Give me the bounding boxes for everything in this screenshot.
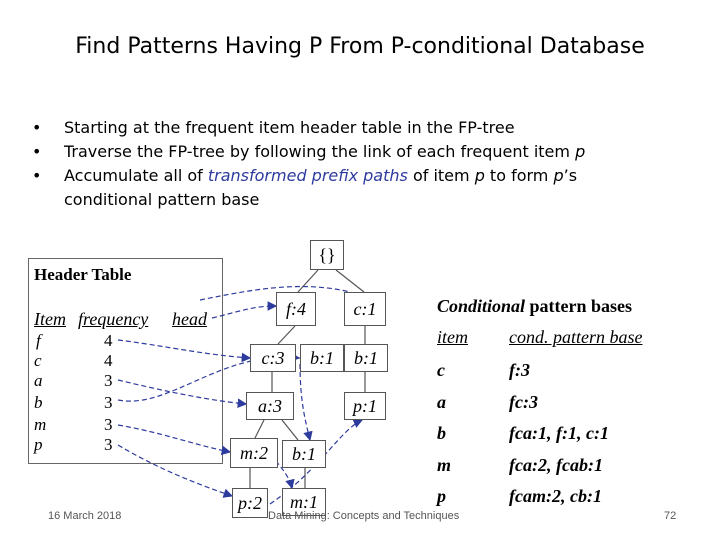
cond-title-italic: Conditional [437,296,526,316]
tree-node-p1: p:1 [344,392,386,420]
tree-node-p2: p:2 [232,488,268,518]
node-link-b-chain-2 [300,364,310,440]
header-row-frequency: 3 [104,415,113,434]
tree-node-c3: c:3 [250,344,296,372]
cond-row-base: fca:1, f:1, c:1 [509,423,609,443]
cond-row-item: p [437,486,446,506]
tree-node-b1: b:1 [282,440,326,468]
bullet-text: Starting at the frequent item header table in the FP-tree [64,118,515,137]
cond-title-rest: pattern bases [525,296,633,316]
cond-row-base: f:3 [509,360,530,380]
header-row-frequency: 3 [104,435,113,454]
node-link-f [212,306,276,318]
node-link-f-to-c [200,287,350,300]
item-p-emphasis: p [575,142,586,161]
bullet-glyph: • [32,166,42,185]
tree-node-m2: m:2 [230,438,278,468]
header-col-frequency: frequency [78,309,149,329]
node-link-m [118,425,230,452]
footer-page-number: 72 [664,510,677,522]
tree-edge [278,326,295,344]
tree-node-m1: m:1 [282,488,326,516]
bullet-glyph: • [32,118,42,137]
bullet-text: to form [484,166,554,185]
tree-root-node: {} [310,240,344,270]
header-row-item: a [34,371,43,390]
tree-node-c1: c:1 [344,292,386,326]
bullet-text: conditional pattern base [64,190,260,209]
tree-node-a3: a:3 [246,392,294,420]
node-links [118,287,362,504]
cond-row-item: m [437,455,452,475]
header-col-item: Item [34,309,66,329]
tree-edge [298,270,318,292]
bullet-text: ’s [563,166,578,185]
tree-edge [336,270,364,292]
bullet-text: of item [407,166,475,185]
cond-pattern-bases-title [437,296,632,317]
header-row-frequency: 4 [104,351,113,370]
cond-row-item: c [437,360,445,380]
cond-col-base: cond. pattern base [509,327,643,347]
header-row-item: m [34,415,47,434]
header-row-frequency: 3 [104,393,113,412]
node-link-p [118,445,232,496]
footer-course: Data Mining: Concepts and Techniques [268,510,460,522]
tree-edge [282,420,298,440]
header-row-frequency: 3 [104,371,113,390]
tree-node-b1: b:1 [344,344,388,372]
tree-node-f4: f:4 [276,292,316,326]
cond-row-item: b [437,423,446,443]
highlight-text: transformed prefix paths [207,166,408,185]
header-row-item: f [36,331,41,350]
header-row-item: b [34,393,43,412]
bullet-text: Traverse the FP-tree by following the link of each frequent item [64,142,576,161]
header-row-item: c [34,351,42,370]
cond-row-base: fc:3 [509,392,538,412]
header-table-title: Header Table [34,265,132,284]
bullet-text: Accumulate all of [64,166,208,185]
header-row-item: p [34,435,43,454]
cond-row-base: fcam:2, cb:1 [509,486,602,506]
item-p-emphasis: p [474,166,485,185]
slide-title: Find Patterns Having P From P-conditional Database [75,34,645,59]
header-row-frequency: 4 [104,331,113,350]
footer-date: 16 March 2018 [48,510,122,522]
header-col-head: head [172,309,207,329]
item-p-emphasis: p [553,166,564,185]
cond-row-item: a [437,392,446,412]
cond-col-item: item [437,327,468,347]
tree-node-b1: b:1 [300,344,344,372]
cond-row-base: fca:2, fcab:1 [509,455,603,475]
bullet-glyph: • [32,142,42,161]
node-link-c [118,340,250,358]
tree-edge [255,420,264,438]
